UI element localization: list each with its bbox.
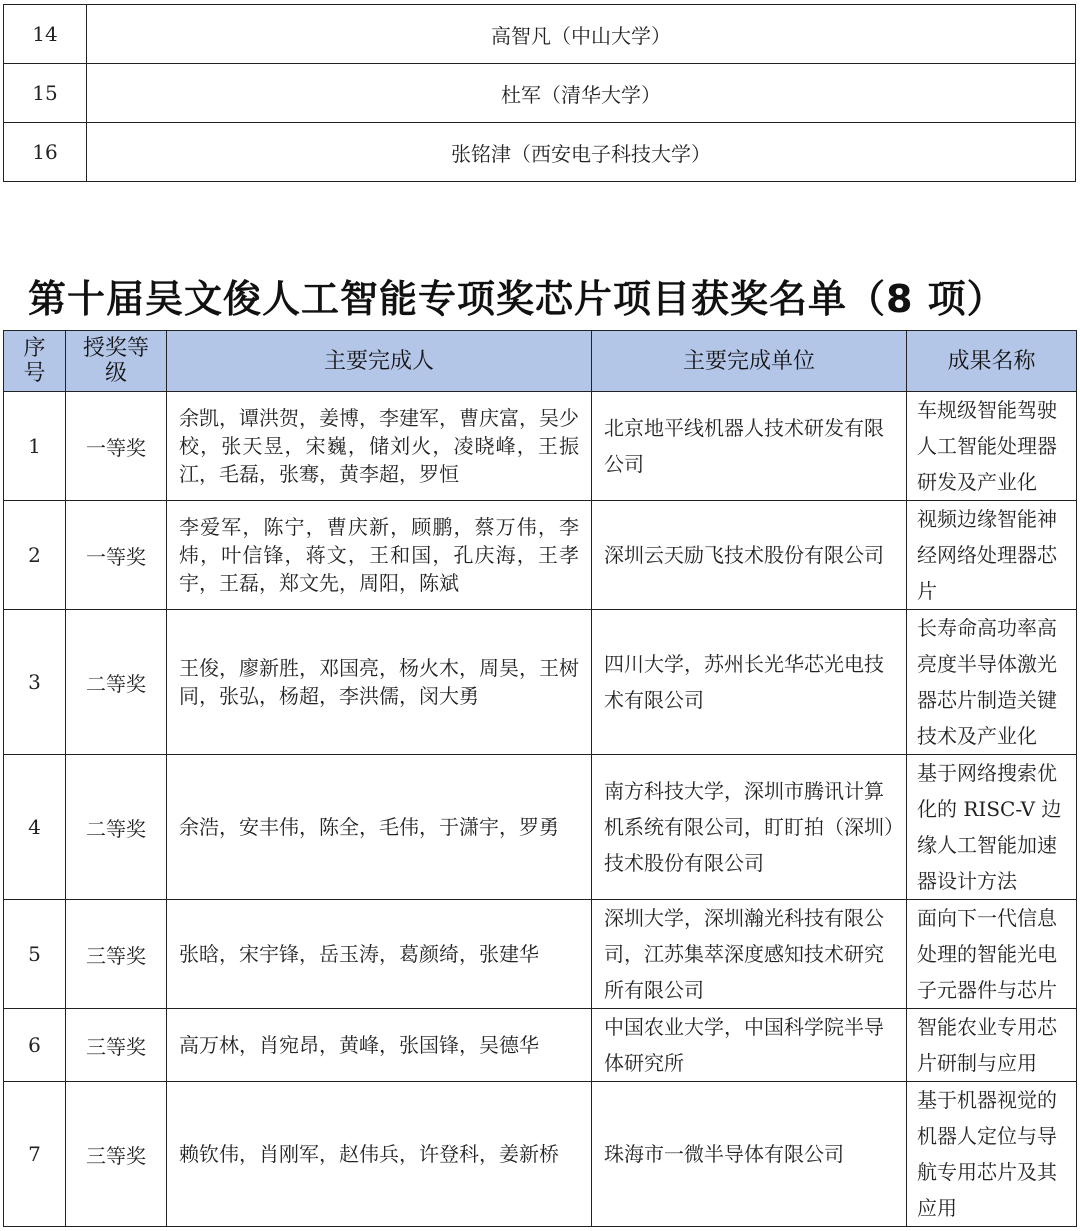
result-name: 车规级智能驾驶人工智能处理器研发及产业化 — [907, 392, 1077, 501]
row-number: 4 — [4, 755, 66, 900]
main-unit: 南方科技大学，深圳市腾讯计算机系统有限公司，盯盯拍（深圳）技术股份有限公司 — [592, 755, 907, 900]
row-number: 15 — [4, 64, 87, 123]
section-title: 第十届吴文俊人工智能专项奖芯片项目获奖名单（8 项） — [28, 277, 1006, 321]
award-level: 一等奖 — [66, 501, 167, 610]
previous-winners-table — [3, 4, 1076, 182]
table-row — [4, 5, 1076, 64]
main-unit: 四川大学，苏州长光华芯光电技术有限公司 — [592, 610, 907, 755]
result-name: 视频边缘智能神经网络处理器芯片 — [907, 501, 1077, 610]
table-row — [4, 900, 1077, 1009]
table-row — [4, 755, 1077, 900]
main-contributors: 余凯，谭洪贺，姜博，李建军，曹庆富，吴少校，张天昱，宋巍，储刘火，凌晓峰，王振江，毛磊，张骞，黄李超，罗恒 — [167, 392, 592, 501]
main-contributors: 王俊，廖新胜，邓国亮，杨火木，周昊，王树同，张弘，杨超，李洪儒，闵大勇 — [167, 610, 592, 755]
row-number: 6 — [4, 1009, 66, 1082]
table-row — [4, 1009, 1077, 1082]
award-level: 一等奖 — [66, 392, 167, 501]
table-row — [4, 501, 1077, 610]
row-number: 2 — [4, 501, 66, 610]
row-number: 1 — [4, 392, 66, 501]
row-number: 16 — [4, 123, 87, 182]
main-contributors: 高万林，肖宛昂，黄峰，张国锋，吴德华 — [167, 1009, 592, 1082]
table-row — [4, 392, 1077, 501]
table-row — [4, 123, 1076, 182]
table-header-row — [4, 331, 1077, 392]
main-unit: 深圳云天励飞技术股份有限公司 — [592, 501, 907, 610]
award-level: 二等奖 — [66, 755, 167, 900]
award-level: 二等奖 — [66, 610, 167, 755]
result-name: 面向下一代信息处理的智能光电子元器件与芯片 — [907, 900, 1077, 1009]
table-row — [4, 1082, 1077, 1227]
winner-name: 高智凡（中山大学） — [87, 5, 1076, 64]
table-row — [4, 610, 1077, 755]
row-number: 14 — [4, 5, 87, 64]
main-contributors: 赖钦伟，肖刚军，赵伟兵，许登科，姜新桥 — [167, 1082, 592, 1227]
winner-name: 杜军（清华大学） — [87, 64, 1076, 123]
header-level: 授奖等级 — [66, 331, 167, 392]
main-contributors: 余浩，安丰伟，陈全，毛伟，于潇宇，罗勇 — [167, 755, 592, 900]
award-level: 三等奖 — [66, 1082, 167, 1227]
chip-award-table — [3, 330, 1077, 1227]
row-number: 7 — [4, 1082, 66, 1227]
header-no: 序号 — [4, 331, 66, 392]
row-number: 3 — [4, 610, 66, 755]
award-level: 三等奖 — [66, 900, 167, 1009]
main-unit: 深圳大学，深圳瀚光科技有限公司，江苏集萃深度感知技术研究所有限公司 — [592, 900, 907, 1009]
header-people: 主要完成人 — [167, 331, 592, 392]
award-level: 三等奖 — [66, 1009, 167, 1082]
main-unit: 北京地平线机器人技术研发有限公司 — [592, 392, 907, 501]
main-contributors: 李爱军，陈宁，曹庆新，顾鹏，蔡万伟，李炜，叶信锋，蒋文，王和国，孔庆海，王孝宇，王磊，郑文先，周阳，陈斌 — [167, 501, 592, 610]
header-unit: 主要完成单位 — [592, 331, 907, 392]
result-name: 智能农业专用芯片研制与应用 — [907, 1009, 1077, 1082]
table-row — [4, 64, 1076, 123]
main-unit: 珠海市一微半导体有限公司 — [592, 1082, 907, 1227]
main-unit: 中国农业大学，中国科学院半导体研究所 — [592, 1009, 907, 1082]
result-name: 长寿命高功率高亮度半导体激光器芯片制造关键技术及产业化 — [907, 610, 1077, 755]
main-contributors: 张晗，宋宇锋，岳玉涛，葛颜绮，张建华 — [167, 900, 592, 1009]
winner-name: 张铭津（西安电子科技大学） — [87, 123, 1076, 182]
header-result: 成果名称 — [907, 331, 1077, 392]
row-number: 5 — [4, 900, 66, 1009]
result-name: 基于网络搜索优化的 RISC-V 边缘人工智能加速器设计方法 — [907, 755, 1077, 900]
result-name: 基于机器视觉的机器人定位与导航专用芯片及其应用 — [907, 1082, 1077, 1227]
